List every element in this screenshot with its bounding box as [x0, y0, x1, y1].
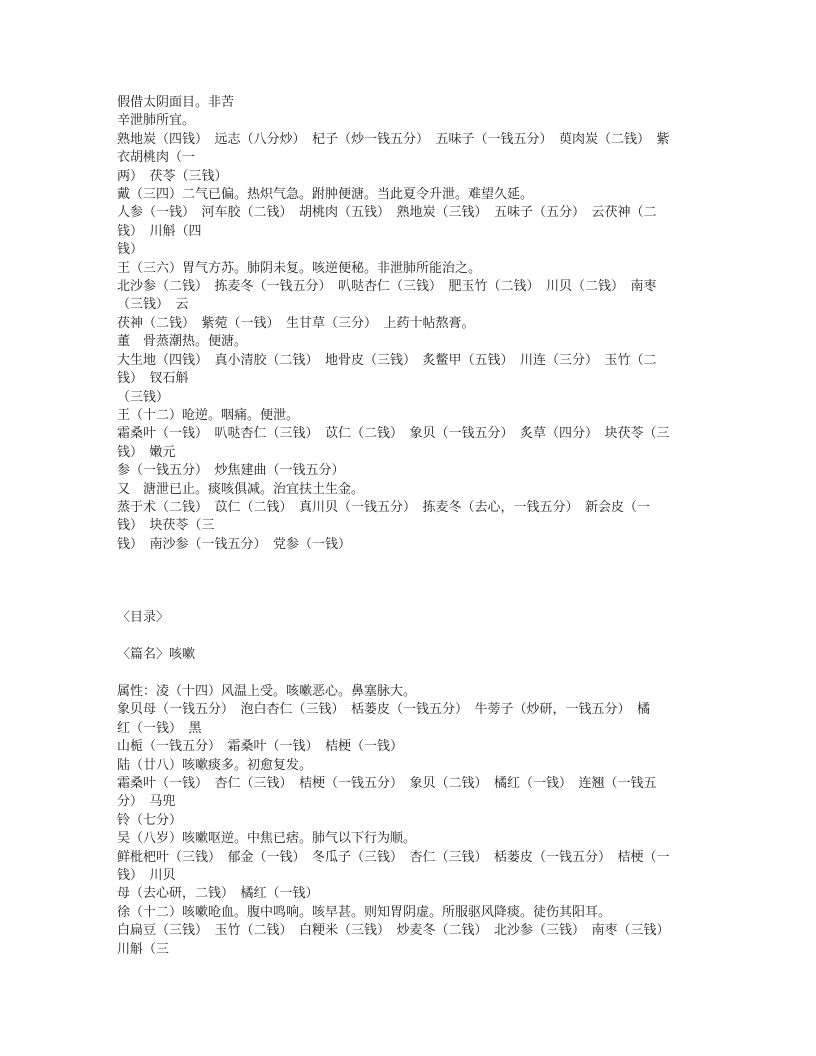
text-line: 钱） 川贝: [117, 867, 176, 883]
text-line: 鲜枇杷叶（三钱） 郁金（一钱） 冬瓜子（三钱） 杏仁（三钱） 栝蒌皮（一钱五分） 桔梗（一: [117, 848, 670, 864]
text-line: 铃（七分）: [117, 811, 183, 827]
text-line: 钱）: [117, 241, 144, 257]
blank-line: [117, 664, 709, 682]
text-line: 陆（廿八）咳嗽痰多。初愈复发。: [117, 756, 313, 772]
text-line: 山栀（一钱五分） 霜桑叶（一钱） 桔梗（一钱）: [117, 738, 404, 754]
text-line: （三钱）: [117, 388, 170, 404]
blank-line: [117, 590, 709, 608]
text-line: 北沙参（二钱） 拣麦冬（一钱五分） 叭哒杏仁（三钱） 肥玉竹（二钱） 川贝（二钱） 南枣: [117, 278, 657, 294]
blank-line: [117, 627, 709, 645]
text-line: 钱） 南沙参（一钱五分） 党参（一钱）: [117, 535, 352, 551]
text-line: 又 溏泄已止。痰咳俱减。治宜扶土生金。: [117, 480, 365, 496]
text-line: 红（一钱） 黑: [117, 719, 202, 735]
text-line: （三钱） 云: [117, 296, 189, 312]
text-line: 熟地炭（四钱） 远志（八分炒） 杞子（炒一钱五分） 五味子（一钱五分） 萸肉炭（二钱） 紫: [117, 130, 670, 146]
text-line: 大生地（四钱） 真小清胶（二钱） 地骨皮（三钱） 炙鳖甲（五钱） 川连（三分） 玉竹（二: [117, 351, 657, 367]
text-line: 蒸于术（二钱） 苡仁（二钱） 真川贝（一钱五分） 拣麦冬（去心，一钱五分） 新会皮（一: [117, 498, 651, 514]
text-line: 钱） 钗石斛: [117, 370, 189, 386]
text-line: 王（三六）胃气方苏。肺阴未复。咳逆便秘。非泄肺所能治之。: [117, 259, 482, 275]
document-text: [117, 93, 709, 958]
text-line: 董 骨蒸潮热。便溏。: [117, 333, 248, 349]
text-line: 钱） 块茯苓（三: [117, 517, 215, 533]
text-line: 分） 马兜: [117, 793, 176, 809]
text-line: 两） 茯苓（三钱）: [117, 167, 228, 183]
text-line: 属性：凌（十四）风温上受。咳嗽恶心。鼻塞脉大。: [117, 683, 417, 698]
text-line: 人参（一钱） 河车胶（二钱） 胡桃肉（五钱） 熟地炭（三钱） 五味子（五分） 云茯神（二: [117, 204, 657, 220]
text-line: 衣胡桃肉（一: [117, 149, 196, 165]
text-line: 〈目录〉: [117, 609, 170, 625]
text-line: 〈篇名〉咳嗽: [117, 646, 196, 662]
text-line: 戴（三四）二气已偏。热炽气急。跗肿便溏。当此夏令升泄。难望久延。: [117, 186, 534, 202]
text-line: 霜桑叶（一钱） 叭哒杏仁（三钱） 苡仁（二钱） 象贝（一钱五分） 炙草（四分） 块茯苓（三: [117, 425, 670, 441]
text-line: 参（一钱五分） 炒焦建曲（一钱五分）: [117, 462, 345, 478]
text-line: 钱） 川斛（四: [117, 222, 202, 238]
text-line: 霜桑叶（一钱） 杏仁（三钱） 桔梗（一钱五分） 象贝（二钱） 橘红（一钱） 连翘（一钱五: [117, 775, 657, 791]
text-line: 白扁豆（三钱） 玉竹（二钱） 白粳米（三钱） 炒麦冬（二钱） 北沙参（三钱） 南枣（三钱）: [117, 922, 670, 938]
text-line: 徐（十二）咳嗽呛血。腹中鸣响。咳早甚。则知胃阴虚。所服驱风降痰。徒伤其阳耳。: [117, 903, 612, 919]
blank-line: [117, 553, 709, 571]
text-line: 吴（八岁）咳嗽呕逆。中焦已痞。肺气以下行为顺。: [117, 830, 417, 846]
text-line: 王（十二）呛逆。咽痛。便泄。: [117, 406, 300, 422]
text-line: 母（去心研，二钱） 橘红（一钱）: [117, 885, 319, 901]
text-line: 象贝母（一钱五分） 泡白杏仁（三钱） 栝蒌皮（一钱五分） 牛蒡子（炒研，一钱五分） 橘: [117, 701, 651, 717]
text-line: 川斛（三: [117, 940, 170, 956]
text-line: 假借太阴面目。非苦: [117, 94, 235, 109]
blank-line: [117, 572, 709, 590]
text-line: 辛泄肺所宜。: [117, 112, 196, 128]
text-line: 茯神（二钱） 紫菀（一钱） 生甘草（三分） 上药十帖熬膏。: [117, 314, 475, 330]
text-line: 钱） 嫩元: [117, 443, 176, 459]
